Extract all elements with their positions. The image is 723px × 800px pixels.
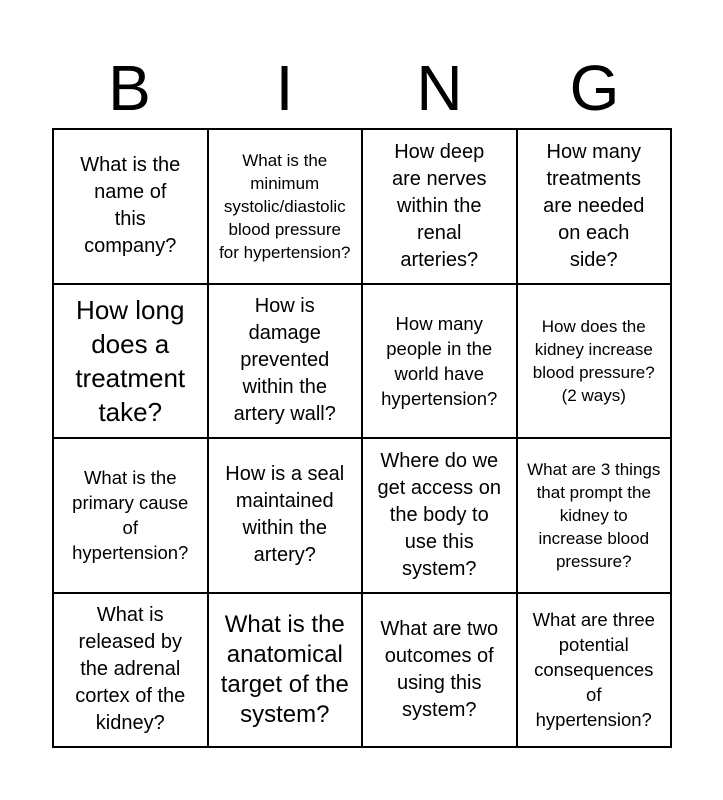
cell-text: How long does a treatment take? xyxy=(75,294,186,427)
bingo-cell[interactable] xyxy=(362,129,517,284)
bingo-cell[interactable] xyxy=(208,438,363,593)
bingo-cell[interactable] xyxy=(517,593,672,748)
bingo-cell[interactable] xyxy=(362,284,517,439)
header-letter-i: I xyxy=(275,52,294,124)
bingo-cell[interactable] xyxy=(208,593,363,748)
bingo-cell[interactable] xyxy=(362,438,517,593)
cell-text: How deep are nerves within the renal arteries? xyxy=(392,140,487,271)
cell-text: What is the primary cause of hypertension? xyxy=(72,467,189,564)
bingo-cell[interactable] xyxy=(517,438,672,593)
bingo-cell[interactable] xyxy=(53,284,208,439)
cell-text: How many treatments are needed on each side? xyxy=(543,140,645,271)
cell-text: What is released by the adrenal cortex of the kidney? xyxy=(75,604,186,735)
cell-text: What is the anatomical target of the system? xyxy=(220,610,349,728)
header-letter-n: N xyxy=(416,52,463,124)
bingo-cell[interactable] xyxy=(362,593,517,748)
cell-text: How does the kidney increase blood pressure? (2 ways) xyxy=(532,316,655,405)
cell-text: What are three potential consequences of hypertension? xyxy=(532,609,655,731)
cell-text: What are 3 things that prompt the kidney to increase blood pressure? xyxy=(527,459,661,571)
header-letter-g: G xyxy=(569,52,620,124)
cell-text: How many people in the world have hypertension? xyxy=(381,312,498,409)
cell-text: How is a seal maintained within the artery? xyxy=(225,463,345,567)
cell-text: What are two outcomes of using this system? xyxy=(380,617,499,721)
bingo-cell[interactable] xyxy=(517,284,672,439)
cell-text: Where do we get access on the body to use this system? xyxy=(377,449,501,580)
bingo-cell[interactable] xyxy=(53,438,208,593)
bingo-cell[interactable] xyxy=(208,129,363,284)
bingo-cell[interactable] xyxy=(517,129,672,284)
bingo-cell[interactable] xyxy=(53,593,208,748)
header-letter-b: B xyxy=(108,52,151,124)
bingo-grid xyxy=(52,128,672,748)
bingo-cell[interactable] xyxy=(208,284,363,439)
cell-text: How is damage prevented within the artery wall? xyxy=(233,295,336,426)
cell-text: What is the minimum systolic/diastolic blood pressure for hypertension? xyxy=(219,150,351,262)
bingo-cell[interactable] xyxy=(53,129,208,284)
cell-text: What is the name of this company? xyxy=(80,154,181,258)
bingo-header xyxy=(52,52,672,124)
